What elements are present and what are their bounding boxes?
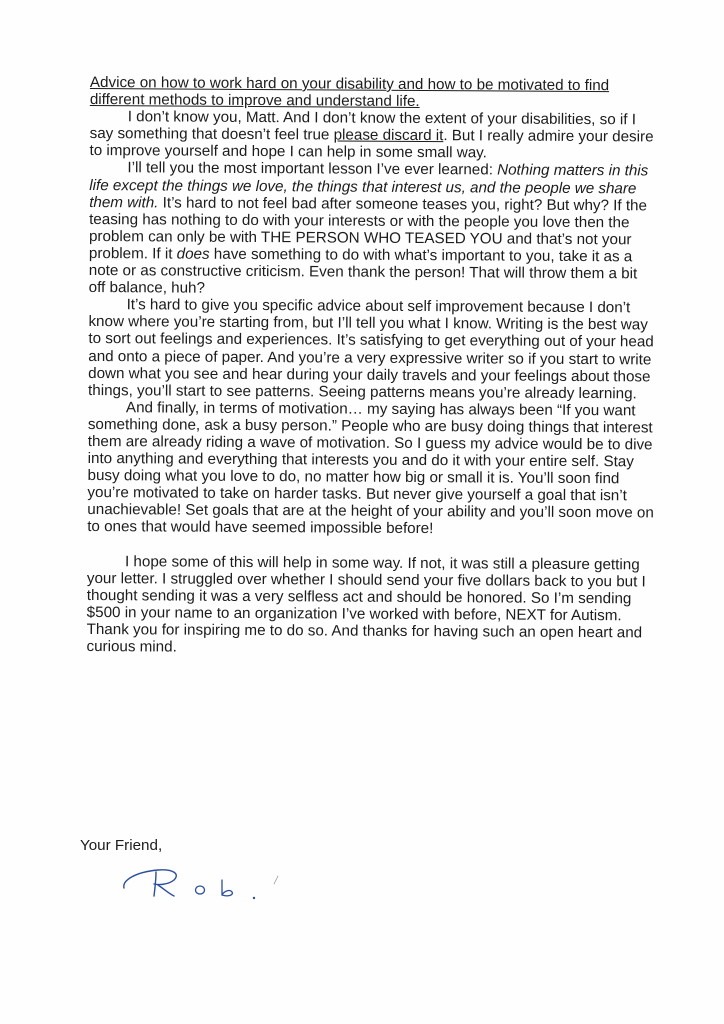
paragraph-2-text-c: have something to do with what’s important to you, take it as a note or as constructive criticism. Even thank the person! That will throw them a bit off balance, huh? (88, 245, 638, 297)
paragraph-5: I hope some of this will help in some way. If not, it was still a pleasure getting your letter. I struggled over whether I should send your five dollars back to you but I thought sending it was a very selfless act and should be honored. So I’m sending $500 in your name to an organization I’ve worked with before, NEXT for Autism. Thank you for inspiring me to do so. And thanks for having such an open heart and curious mind. (86, 552, 646, 656)
italic-lesson: Nothing matters in this life except the things we love, the things that interest us, and the people we share them with. (89, 161, 649, 212)
underlined-phrase: please discard it (333, 126, 444, 145)
paragraph-1-text-b: . But I really admire your desire to improve yourself and hope I can help in some small way. (89, 127, 654, 162)
paragraph-2 (89, 159, 658, 299)
italic-does: does (176, 245, 210, 263)
paragraph-4: And finally, in terms of motivation… my saying has always been “If you want something done, ask a busy person.” People who are busy doing things that interest them are already riding a wave of motivation. So I guess my advice would be to dive into anything and everything that interests you and do it with your entire self. Stay busy doing what you love to do, no matter how big or small it is. You’ll soon find you’re motivated to take on harder tasks. But never give yourself a goal that isn’t unachievable! Set goals that are at the height of your ability and you’ll soon move on to ones that would have seemed impossible before! (87, 399, 654, 538)
paragraph-3: It’s hard to give you specific advice about self improvement because I don’t know where you’re starting from, but I’ll tell you what I know. Writing is the best way to sort out feelings and experiences. It’s satisfying to get everything out of your head and onto a piece of paper. And you’re a very expressive writer so if you start to write down what you see and hear during your daily travels and your feelings about those things, you’ll start to see patterns. Seeing patterns means you’re already learning. (88, 296, 654, 403)
paragraph-1-text-a: I don’t know you, Matt. And I don’t know the extent of your disabilities, so if I say something that doesn’t feel true (89, 108, 636, 144)
closing-line: Your Friend, (80, 837, 163, 854)
letter-title: Advice on how to work hard on your disability and how to be motivated to find different methods to improve and understand life. (89, 74, 610, 111)
letter-body (86, 74, 658, 659)
paragraph-2-text-b: It’s hard to not feel bad after someone teases you, right? But why? If the teasing has nothing to do with your interests or with the people you love then the problem can only be with THE PERSON WHO TEASED YOU and that’s not your problem. If it (88, 194, 648, 263)
paragraph-1 (89, 108, 657, 163)
paragraph-2-text-a: I’ll tell you the most important lesson I’ve ever learned: (127, 159, 498, 179)
handwritten-signature (118, 858, 288, 908)
